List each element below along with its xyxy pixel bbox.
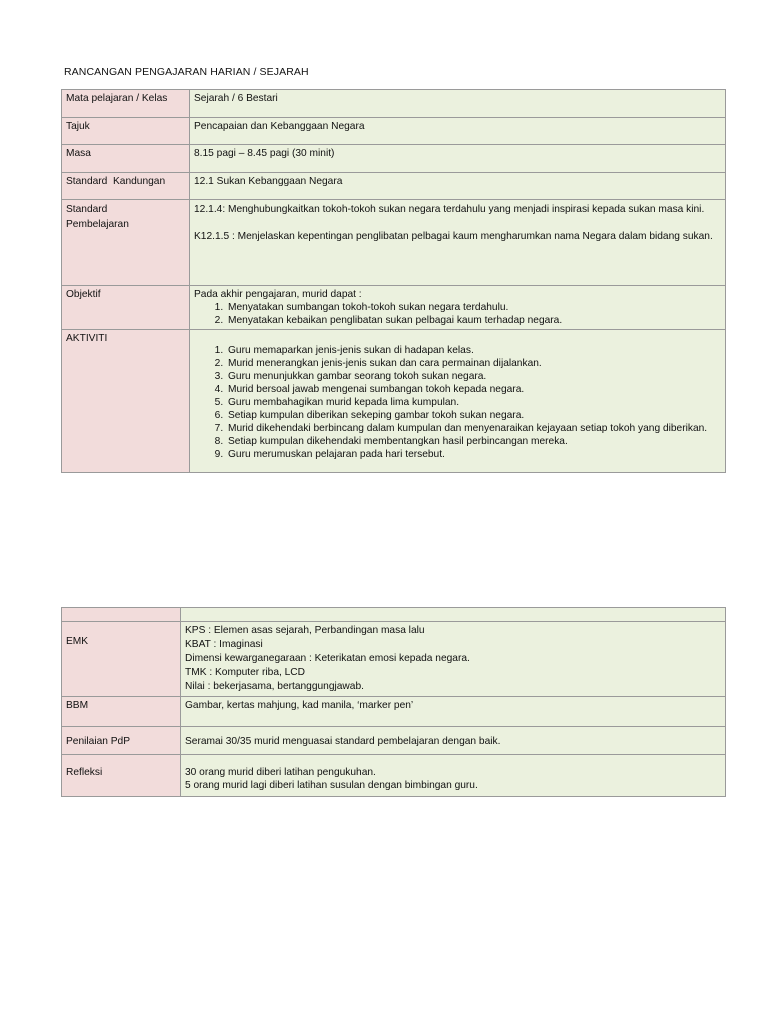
value-mata-pelajaran: Sejarah / 6 Bestari	[190, 90, 726, 118]
lesson-plan-table	[61, 89, 726, 473]
row-standard-pembelajaran	[62, 200, 726, 286]
emk-tmk: TMK : Komputer riba, LCD	[185, 667, 306, 678]
label-refleksi: Refleksi	[62, 755, 181, 797]
objektif-list	[194, 301, 720, 327]
row-standard-kandungan	[62, 173, 726, 200]
lesson-plan-table-continued	[61, 607, 726, 797]
list-item: 8. Setiap kumpulan dikehendaki membentangkan hasil perbincangan mereka.	[226, 435, 720, 448]
list-item: 9. Guru merumuskan pelajaran pada hari tersebut.	[226, 448, 720, 461]
value-tajuk: Pencapaian dan Kebanggaan Negara	[190, 118, 726, 145]
list-item: 7. Murid dikehendaki berbincang dalam kumpulan dan menyenaraikan kejayaan setiap tokoh yang diberikan.	[226, 422, 720, 435]
spacer	[194, 217, 720, 229]
list-item: 1. Guru memaparkan jenis-jenis sukan di hadapan kelas.	[226, 344, 720, 357]
label-emk: EMK	[62, 622, 181, 697]
list-item: 6. Setiap kumpulan diberikan sekeping gambar tokoh sukan negara.	[226, 409, 720, 422]
emk-kps: KPS : Elemen asas sejarah, Perbandingan masa lalu	[185, 625, 425, 636]
label-standard-pembelajaran	[62, 200, 190, 286]
value-masa: 8.15 pagi – 8.45 pagi (30 minit)	[190, 145, 726, 173]
document-title: RANCANGAN PENGAJARAN HARIAN / SEJARAH	[64, 66, 309, 78]
row-objektif	[62, 286, 726, 330]
label-masa: Masa	[62, 145, 190, 173]
list-item: 2. Murid menerangkan jenis-jenis sukan dan cara permainan dijalankan.	[226, 357, 720, 370]
refleksi-line-1: 30 orang murid diberi latihan pengukuhan.	[185, 767, 376, 778]
label-tajuk: Tajuk	[62, 118, 190, 145]
value-refleksi	[181, 755, 726, 797]
row-mata-pelajaran	[62, 90, 726, 118]
label-blank	[62, 608, 181, 622]
value-objektif	[190, 286, 726, 330]
list-item: 2. Menyatakan kebaikan penglibatan sukan pelbagai kaum terhadap negara.	[226, 314, 720, 327]
row-masa	[62, 145, 726, 173]
row-penilaian	[62, 727, 726, 755]
value-emk	[181, 622, 726, 697]
label-penilaian: Penilaian PdP	[62, 727, 181, 755]
emk-kbat: KBAT : Imaginasi	[185, 639, 263, 650]
row-refleksi	[62, 755, 726, 797]
label-pembelajaran: Pembelajaran	[66, 219, 129, 230]
row-tajuk	[62, 118, 726, 145]
value-aktiviti	[190, 330, 726, 473]
label-standard-kandungan: Standard Kandungan	[62, 173, 190, 200]
sp-k12-1-5: K12.1.5 : Menjelaskan kepentingan penglibatan pelbagai kaum mengharumkan nama Negara dalam bidang sukan.	[194, 231, 713, 242]
row-emk	[62, 622, 726, 697]
row-blank	[62, 608, 726, 622]
label-standard: Standard	[66, 204, 108, 215]
emk-dimensi: Dimensi kewarganegaraan : Keterikatan emosi kepada negara.	[185, 653, 470, 664]
label-objektif: Objektif	[62, 286, 190, 330]
list-item: 4. Murid bersoal jawab mengenai sumbangan tokoh kepada negara.	[226, 383, 720, 396]
row-aktiviti	[62, 330, 726, 473]
value-penilaian: Seramai 30/35 murid menguasai standard pembelajaran dengan baik.	[181, 727, 726, 755]
label-bbm: BBM	[62, 697, 181, 727]
objektif-intro: Pada akhir pengajaran, murid dapat :	[194, 289, 362, 300]
value-standard-pembelajaran	[190, 200, 726, 286]
aktiviti-list	[194, 344, 720, 461]
label-mata-pelajaran: Mata pelajaran / Kelas	[62, 90, 190, 118]
list-item: 1. Menyatakan sumbangan tokoh-tokoh sukan negara terdahulu.	[226, 301, 720, 314]
list-item: 3. Guru menunjukkan gambar seorang tokoh sukan negara.	[226, 370, 720, 383]
value-standard-kandungan: 12.1 Sukan Kebanggaan Negara	[190, 173, 726, 200]
label-aktiviti: AKTIVITI	[62, 330, 190, 473]
row-bbm	[62, 697, 726, 727]
refleksi-line-2: 5 orang murid lagi diberi latihan susulan dengan bimbingan guru.	[185, 780, 478, 791]
value-bbm: Gambar, kertas mahjung, kad manila, ‘marker pen’	[181, 697, 726, 727]
list-item: 5. Guru membahagikan murid kepada lima kumpulan.	[226, 396, 720, 409]
sp-12-1-4: 12.1.4: Menghubungkaitkan tokoh-tokoh sukan negara terdahulu yang menjadi inspirasi kepada sukan masa kini.	[194, 204, 705, 215]
value-blank	[181, 608, 726, 622]
emk-nilai: Nilai : bekerjasama, bertanggungjawab.	[185, 681, 364, 692]
